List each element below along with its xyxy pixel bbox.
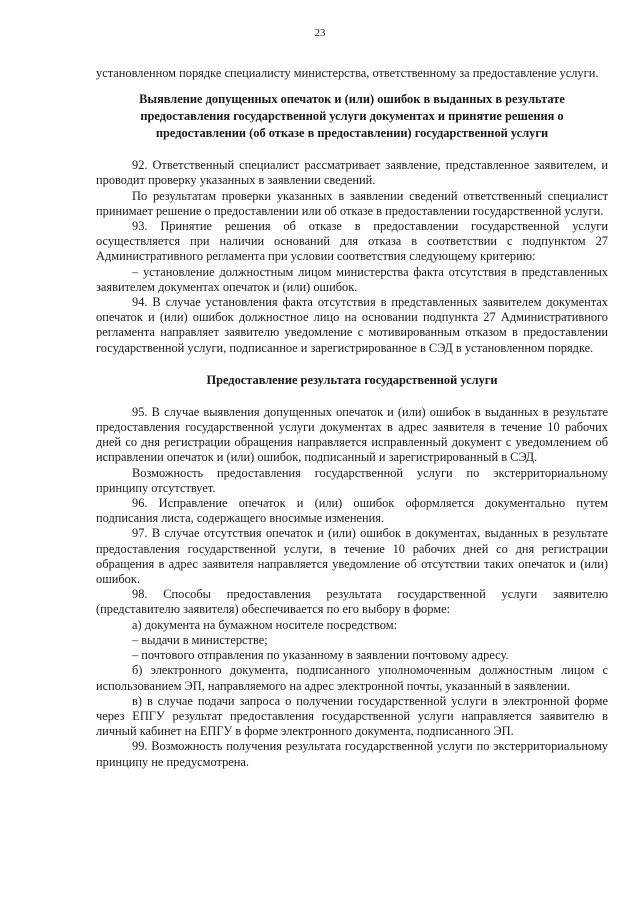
- paragraph-93: 93. Принятие решения об отказе в предоставлении государственной услуги осуществляется при наличии оснований для отказа в соответствии с подпунктом 27 Административного регламента при условии соответствия следующему критерию:: [96, 219, 608, 264]
- paragraph-92-result: По результатам проверки указанных в заявлении сведений ответственный специалист принимает решение о предоставлении или об отказе в предоставлении государственной услуги.: [96, 188, 608, 218]
- paragraph-96: 96. Исправление опечаток и (или) ошибок оформляется документально путем подписания листа, содержащего вносимые изменения.: [96, 496, 608, 526]
- page-number: 23: [314, 27, 326, 39]
- paragraph-95-extraterritorial: Возможность предоставления государственной услуги по экстерриториальному принципу отсутствует.: [96, 465, 608, 495]
- paragraph-99: 99. Возможность получения результата государственной услуги по экстерриториальному принципу не предусмотрена.: [96, 739, 608, 769]
- intro-paragraph: установленном порядке специалисту министерства, ответственному за предоставление услуги.: [96, 66, 599, 80]
- section-title-result: Предоставление результата государственной услуги: [206, 372, 498, 387]
- paragraph-93-criterion: – установление должностным лицом министерства факта отсутствия в представленных заявителем документах опечаток и (или) ошибок.: [96, 264, 608, 294]
- paragraph-98-a-2: – почтового отправления по указанному в заявлении почтовому адресу.: [132, 648, 509, 663]
- paragraph-97: 97. В случае отсутствия опечаток и (или) ошибок в документах, выданных в результате предоставления государственной услуги, в течение 10 рабочих дней со дня регистрации обращения в адрес заявителя направляется уведомление об отсутствии таких опечаток и (или) ошибок.: [96, 526, 608, 587]
- paragraph-95: 95. В случае выявления допущенных опечаток и (или) ошибок в выданных в результате предоставления государственной услуги документах в адрес заявителя в течение 10 рабочих дней со дня регистрации обращения направляется исправленный документ с уведомлением об исправлении опечаток и (или) ошибок, подписанный и зарегистрированный в СЭД.: [96, 404, 608, 465]
- paragraph-98-a-1: – выдачи в министерстве;: [132, 632, 268, 647]
- paragraph-94: 94. В случае установления факта отсутствия в представленных заявителем документах опечаток и (или) ошибок должностное лицо на основании подпункта 27 Административного регламента направляет заявителю уведомление с мотивированным отказом в предоставлении государственной услуги, подписанное и зарегистрированное в СЭД в установленном порядке.: [96, 295, 608, 355]
- section-title-corrections: Выявление допущенных опечаток и (или) ошибок в выданных в результате предоставления государственной услуги документах и принятие решения о предоставлении (об отказе в предоставлении) государственной услуги: [139, 92, 565, 141]
- paragraph-98-b: б) электронного документа, подписанного уполномоченным должностным лицом с использованием ЭП, направляемого на адрес электронной почты, указанный в заявлении.: [96, 663, 608, 693]
- paragraph-92: 92. Ответственный специалист рассматривает заявление, представленное заявителем, и проводит проверку указанных в заявлении сведений.: [96, 158, 608, 188]
- paragraph-98: 98. Способы предоставления результата государственной услуги заявителю (представителю заявителя) обеспечивается по его выбору в форме:: [96, 587, 608, 617]
- paragraph-98-a: а) документа на бумажном носителе посредством:: [132, 617, 398, 632]
- document-body: [96, 66, 608, 770]
- paragraph-98-c: в) в случае подачи запроса о получении государственной услуги в электронной форме через ЕПГУ результат предоставления государственной услуги направляется заявителю в личный кабинет на ЕПГУ в форме электронного документа, подписанного ЭП.: [96, 693, 608, 739]
